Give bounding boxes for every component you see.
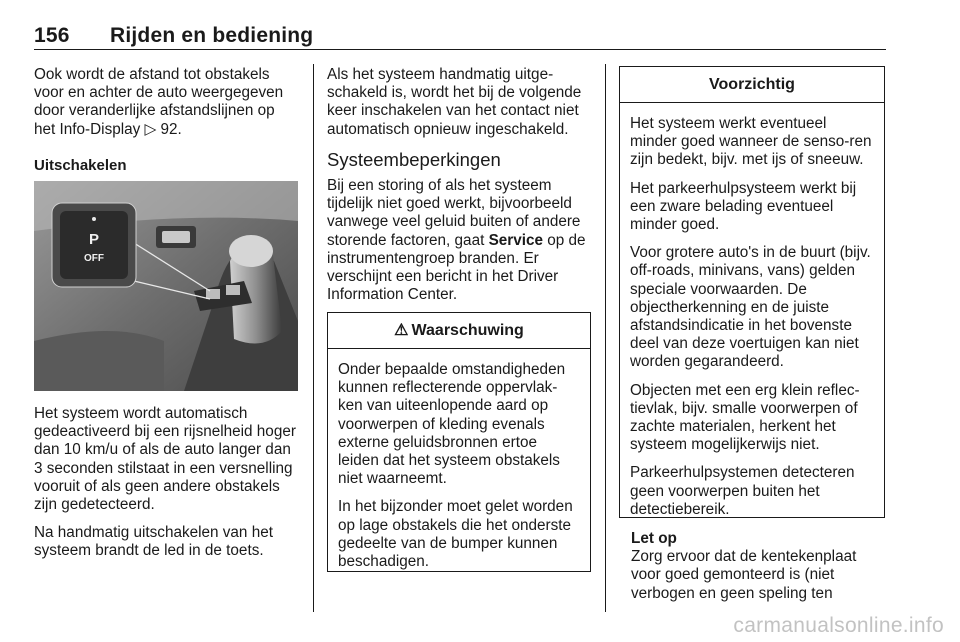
- col2-paragraph-2: Bij een storing of als het systeem tijdelijk niet goed werkt, bijvoorbeeld vanwege veel geluid buiten of andere storende factoren, gaat Service op de instrumentengroep branden. Er verschijnt een bericht in het Driver Information Center.: [327, 177, 586, 304]
- warning-box: [327, 312, 591, 572]
- caution-box: [619, 66, 885, 518]
- caution-paragraph-4: Objecten met een erg klein reflec-tievlak, bijv. smalle voorwerpen of zachte materialen, herkent het systeem mogelijkerwijs niet.: [630, 381, 860, 454]
- col1-paragraph-1: Ook wordt de afstand tot obstakels voor en achter de auto weergegeven door veranderlijke afstandslijnen op het Info-Display ▷ 92.: [34, 66, 284, 138]
- chapter-title: Rijden en bediening: [110, 24, 314, 47]
- caution-title: Voorzichtig: [620, 67, 884, 103]
- page-header: [34, 24, 313, 48]
- header-rule: [34, 49, 886, 50]
- heading-systeembeperkingen: Systeembeperkingen: [327, 148, 501, 170]
- warning-title-bar: [328, 313, 590, 349]
- column-divider-2: [605, 64, 606, 612]
- note-block: [631, 530, 881, 603]
- reference-arrow-icon: ▷: [144, 120, 157, 138]
- col1-paragraph-3: Na handmatig uitschakelen van het systeem brandt de led in de toets.: [34, 524, 273, 560]
- column-1-lower: [34, 405, 300, 571]
- warning-paragraph-2: In het bijzonder moet gelet worden op lage obstakels die het onderste gedeelte van de bumper kunnen beschadigen.: [338, 498, 573, 571]
- button-label-p: P: [88, 231, 100, 248]
- watermark: carmanualsonline.info: [733, 614, 944, 637]
- parking-button-photo: [34, 181, 298, 391]
- column-2: [327, 66, 593, 314]
- column-divider-1: [313, 64, 314, 612]
- col2-paragraph-1: Als het systeem handmatig uitge-schakeld is, wordt het bij de volgende keer inschakelen van het contact niet automatisch opnieuw ingeschakeld.: [327, 66, 582, 138]
- subheading-uitschakelen: Uitschakelen: [34, 156, 127, 174]
- page-number: 156: [34, 24, 70, 47]
- caution-body: [620, 103, 884, 539]
- caution-paragraph-5: Parkeerhulpsystemen detecteren geen voorwerpen buiten het detectiebereik.: [630, 464, 855, 518]
- warning-paragraph-1: Onder bepaalde omstandigheden kunnen reflecterende oppervlak-ken van uiteenlopende aard op voorwerpen of kleding evenals externe geluidsbronnen ertoe leiden dat het systeem obstakels niet waarneemt.: [338, 361, 566, 488]
- warning-triangle-icon: ⚠: [394, 322, 409, 339]
- column-1: [34, 66, 300, 191]
- note-text: Zorg ervoor dat de kentekenplaat voor goed gemonteerd is (niet verbogen en geen speling ten: [631, 548, 857, 602]
- caution-paragraph-2: Het parkeerhulpsysteem werkt bij een zware belading eventueel minder goed.: [630, 179, 857, 234]
- button-label-off: OFF: [84, 253, 104, 264]
- warning-body: [328, 349, 590, 591]
- caution-paragraph-1: Het systeem werkt eventueel minder goed wanneer de senso-ren zijn bedekt, bijv. met ijs of sneeuw.: [630, 115, 872, 169]
- note-title: Let op: [631, 530, 677, 547]
- caution-paragraph-3: Voor grotere auto's in de buurt (bijv. off-roads, minivans, vans) gelden speciale voorwaarden. De objectherkenning en de juiste afstandsindicatie in het bovenste deel van deze voertuigen kan niet worden gegarandeerd.: [630, 244, 871, 371]
- warning-title: Waarschuwing: [411, 322, 524, 339]
- col1-paragraph-2: Het systeem wordt automatisch gedeactiveerd bij een rijsnelheid hoger dan 10 km/u of als de auto langer dan 3 seconden stilstaat in een versnelling vooruit of als geen andere obstakels zijn gedetecteerd.: [34, 405, 296, 514]
